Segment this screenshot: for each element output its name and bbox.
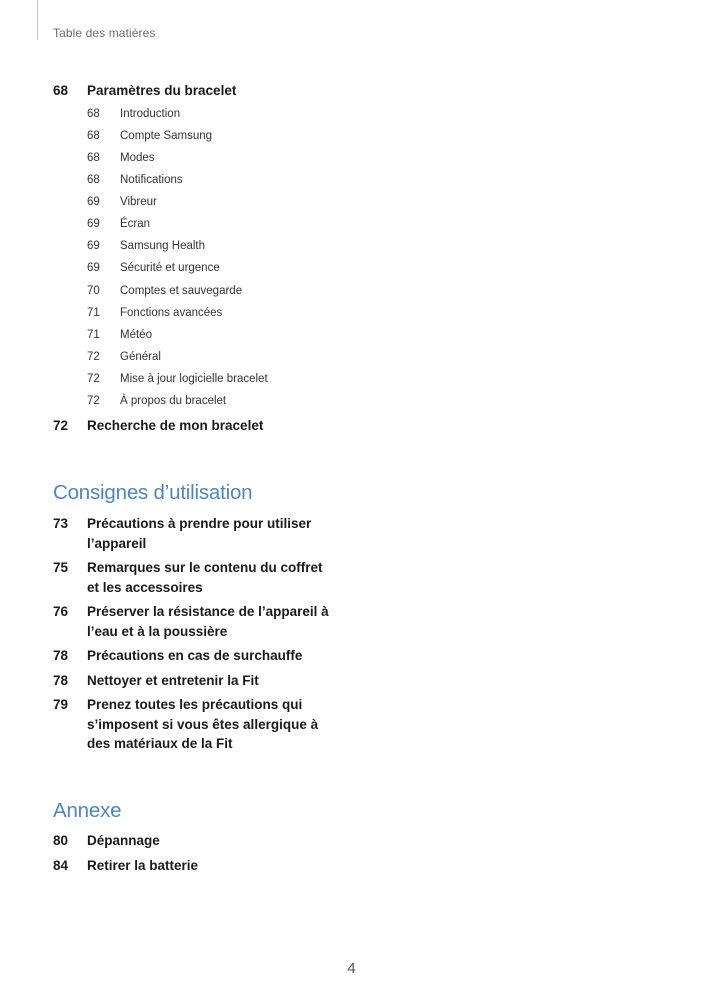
toc-page-number: 72 xyxy=(87,351,100,363)
toc-page-number: 70 xyxy=(87,285,100,297)
toc-entry-title: Paramètres du bracelet xyxy=(87,83,237,98)
toc-entry-title: Fonctions avancées xyxy=(120,307,223,319)
toc-entry-title: Samsung Health xyxy=(120,240,206,252)
toc-entry-title: Retirer la batterie xyxy=(87,858,199,873)
toc-entry-title: Recherche de mon bracelet xyxy=(87,418,264,433)
toc-page-number: 69 xyxy=(87,196,100,208)
toc-entry-title: Précautions à prendre pour utiliser l’appareil xyxy=(87,516,312,551)
toc-sub-entry[interactable] xyxy=(87,217,150,231)
toc-page-number: 72 xyxy=(87,395,100,407)
toc-page-number: 68 xyxy=(87,108,100,120)
toc-sub-entry[interactable] xyxy=(87,284,242,298)
toc-main-entry[interactable] xyxy=(53,514,353,553)
toc-page-number: 79 xyxy=(53,697,69,712)
toc-sub-entry[interactable] xyxy=(87,151,155,165)
toc-main-entry[interactable] xyxy=(53,831,353,851)
toc-entry-title: Mise à jour logicielle bracelet xyxy=(120,373,268,385)
toc-page-number: 78 xyxy=(53,648,69,663)
toc-entry-title: À propos du bracelet xyxy=(120,395,227,407)
toc-entry-title: Écran xyxy=(120,218,151,230)
toc-sub-entry[interactable] xyxy=(87,261,220,275)
toc-main-entry[interactable] xyxy=(53,558,353,597)
toc-sub-entry[interactable] xyxy=(87,372,268,386)
toc-page-number: 69 xyxy=(87,240,100,252)
toc-main-entry[interactable] xyxy=(53,416,353,436)
toc-main-entry[interactable] xyxy=(53,695,353,754)
toc-sub-entry[interactable] xyxy=(87,173,183,187)
toc-main-entry[interactable] xyxy=(53,671,353,691)
toc-entry-title: Sécurité et urgence xyxy=(120,262,220,274)
toc-entry-title: Compte Samsung xyxy=(120,130,213,142)
toc-entry-title: Comptes et sauvegarde xyxy=(120,285,243,297)
toc-page-number: 68 xyxy=(87,152,100,164)
toc-page-number: 68 xyxy=(87,130,100,142)
section-heading-consignes: Consignes d’utilisation xyxy=(53,481,253,504)
toc-sub-entry[interactable] xyxy=(87,350,161,364)
toc-sub-entry[interactable] xyxy=(87,306,222,320)
toc-sub-entry[interactable] xyxy=(87,328,152,342)
toc-page-number: 72 xyxy=(53,418,69,433)
toc-entry-title: Dépannage xyxy=(87,833,160,848)
toc-page-number: 71 xyxy=(87,307,100,319)
toc-page-number: 73 xyxy=(53,516,69,531)
toc-sub-entry[interactable] xyxy=(87,394,226,408)
toc-page-number: 84 xyxy=(53,858,69,873)
header-title: Table des matières xyxy=(53,26,156,40)
section-heading-annexe: Annexe xyxy=(53,799,122,822)
toc-entry-title: Préserver la résistance de l’appareil à l’eau et à la poussière xyxy=(87,604,329,639)
toc-main-entry[interactable] xyxy=(53,81,353,101)
toc-page-number: 78 xyxy=(53,673,69,688)
toc-page-number: 76 xyxy=(53,604,69,619)
toc-sub-entry[interactable] xyxy=(87,129,212,143)
toc-entry-title: Introduction xyxy=(120,108,181,120)
toc-page-number: 68 xyxy=(87,174,100,186)
header-divider xyxy=(37,0,38,40)
toc-entry-title: Notifications xyxy=(120,174,183,186)
toc-page-number: 72 xyxy=(87,373,100,385)
toc-main-entry[interactable] xyxy=(53,856,353,876)
toc-entry-title: Météo xyxy=(120,329,152,341)
page-number: 4 xyxy=(347,960,356,977)
toc-entry-title: Prenez toutes les précautions qui s’imposent si vous êtes allergique à des matériaux de la Fit xyxy=(87,697,319,751)
toc-entry-title: Vibreur xyxy=(120,196,157,208)
toc-entry-title: Modes xyxy=(120,152,155,164)
toc-sub-entry[interactable] xyxy=(87,195,157,209)
toc-page-number: 68 xyxy=(53,83,69,98)
toc-entry-title: Nettoyer et entretenir la Fit xyxy=(87,673,259,688)
toc-entry-title: Remarques sur le contenu du coffret et les accessoires xyxy=(87,560,323,595)
toc-page-number: 69 xyxy=(87,262,100,274)
toc-page-number: 71 xyxy=(87,329,100,341)
toc-page-number: 69 xyxy=(87,218,100,230)
toc-main-entry[interactable] xyxy=(53,646,353,666)
toc-page-number: 80 xyxy=(53,833,69,848)
toc-sub-entry[interactable] xyxy=(87,107,180,121)
toc-entry-title: Général xyxy=(120,351,161,363)
toc-main-entry[interactable] xyxy=(53,602,353,641)
toc-page-number: 75 xyxy=(53,560,69,575)
toc-sub-entry[interactable] xyxy=(87,239,205,253)
toc-entry-title: Précautions en cas de surchauffe xyxy=(87,648,303,663)
